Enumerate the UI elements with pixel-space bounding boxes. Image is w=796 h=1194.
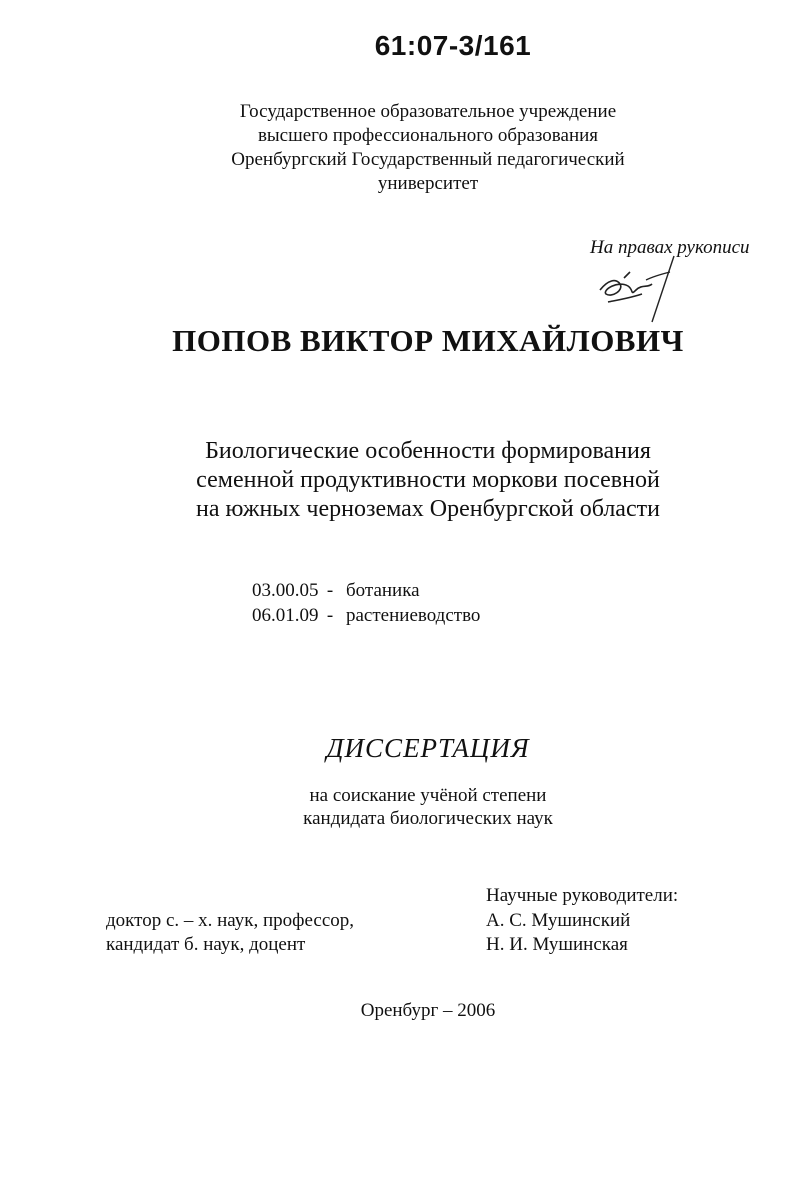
institution-line: Государственное образовательное учреждение xyxy=(239,101,617,122)
specialty-name: ботаника xyxy=(346,580,420,601)
specialties-list xyxy=(252,578,480,628)
supervisor-title: доктор с. – х. наук, профессор, xyxy=(106,910,355,931)
handwritten-signature-icon xyxy=(590,250,680,325)
degree-line: кандидата биологических наук xyxy=(303,808,553,829)
title-line: Биологические особенности формирования xyxy=(205,438,651,464)
institution-block xyxy=(0,100,796,196)
supervisor-names xyxy=(486,909,630,957)
degree-block xyxy=(0,784,796,830)
city-year: Оренбург – 2006 xyxy=(360,1000,496,1021)
supervisors-heading: Научные руководители: xyxy=(486,885,679,906)
author-name: ПОПОВ ВИКТОР МИХАЙЛОВИЧ xyxy=(172,323,684,358)
dissertation-title xyxy=(0,437,796,524)
specialty-row xyxy=(252,603,480,628)
degree-line: на соискание учёной степени xyxy=(309,785,547,806)
specialty-dash: - xyxy=(326,605,334,626)
specialty-code: 03.00.05 xyxy=(252,580,319,601)
specialty-name: растениеводство xyxy=(346,605,481,626)
specialty-row xyxy=(252,578,480,603)
specialty-dash: - xyxy=(326,580,334,601)
title-line: семенной продуктивности моркови посевной xyxy=(196,467,660,493)
registration-code: 61:07-3/161 xyxy=(374,30,532,61)
specialty-code: 06.01.09 xyxy=(252,605,319,626)
supervisor-name: А. С. Мушинский xyxy=(486,910,631,931)
title-line: на южных черноземах Оренбургской области xyxy=(196,496,660,522)
document-type: ДИССЕРТАЦИЯ xyxy=(326,733,530,763)
manuscript-note: На правах рукописи xyxy=(590,237,750,258)
institution-line: университет xyxy=(377,173,479,194)
supervisor-title: кандидат б. наук, доцент xyxy=(106,934,306,955)
institution-line: высшего профессионального образования xyxy=(257,125,599,146)
supervisor-name: Н. И. Мушинская xyxy=(486,934,628,955)
institution-line: Оренбургский Государственный педагогический xyxy=(231,149,625,170)
supervisor-titles xyxy=(106,909,354,957)
